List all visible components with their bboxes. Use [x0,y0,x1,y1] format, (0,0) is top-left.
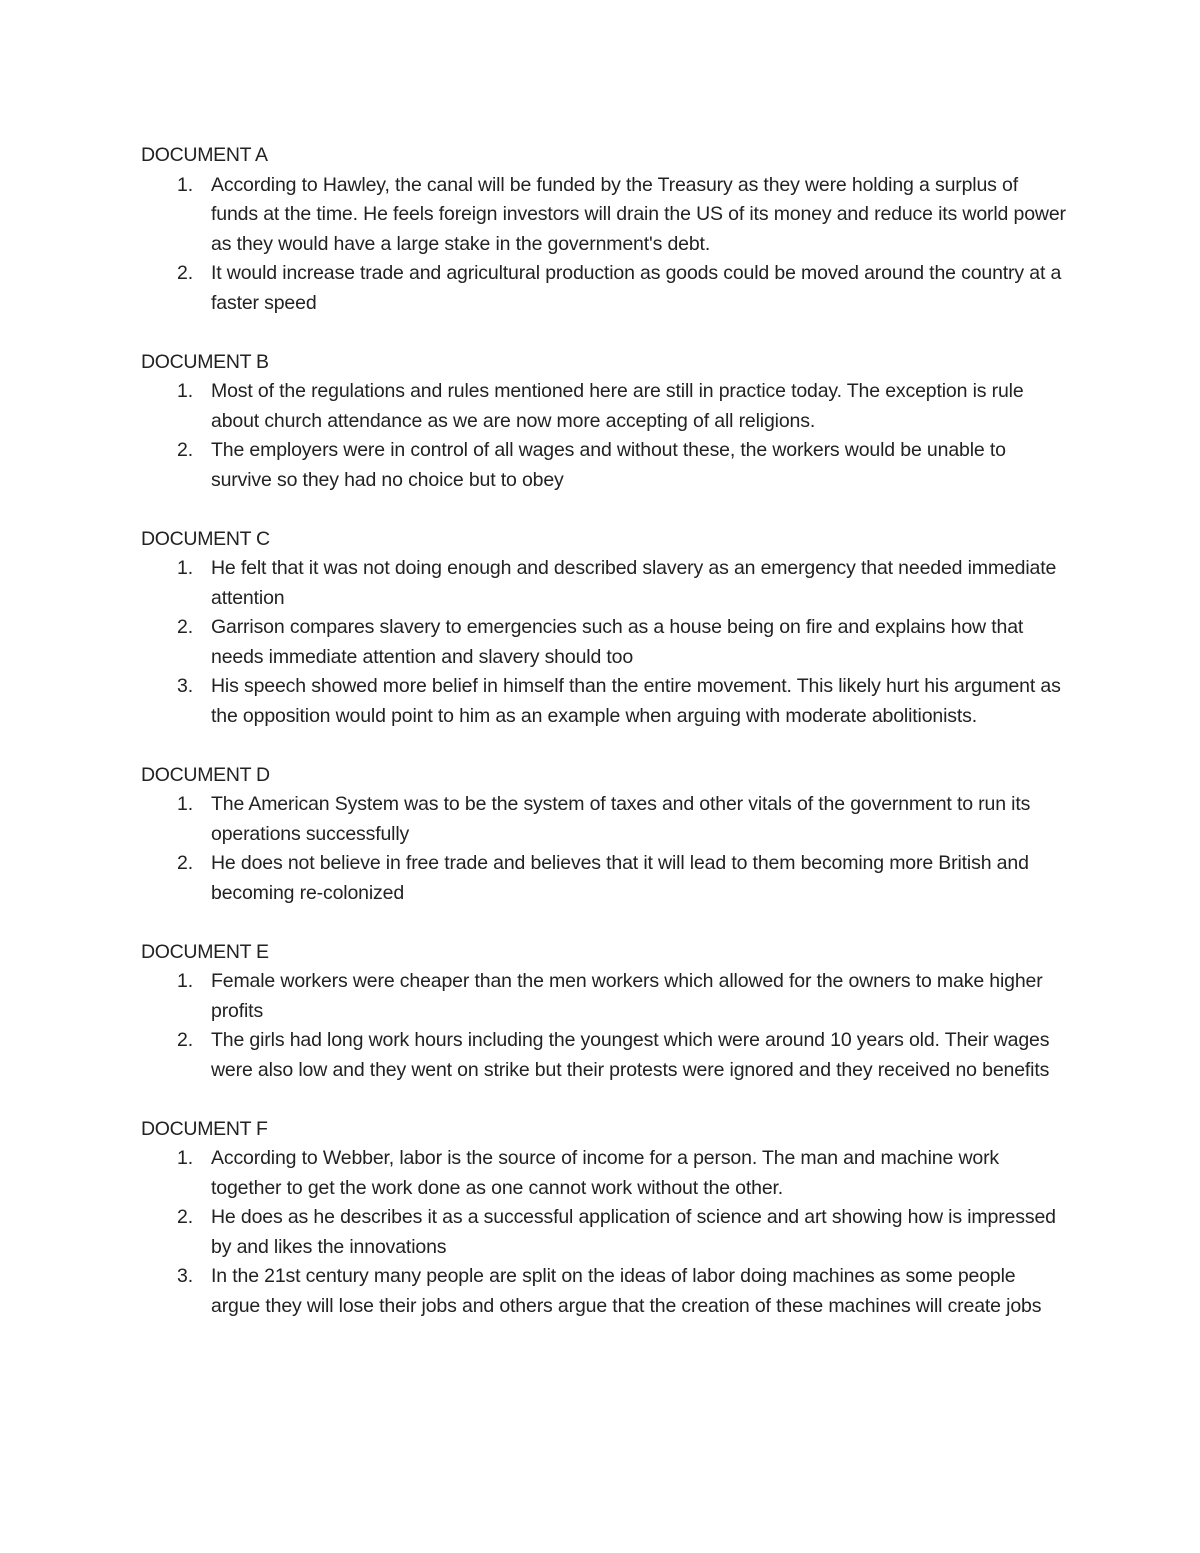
item-number: 1. [177,970,193,992]
answer-list [141,1144,1066,1321]
list-item [141,259,1066,318]
section-heading: DOCUMENT F [141,1117,268,1140]
answer-list [141,171,1066,319]
answer-list [141,377,1066,495]
list-item [141,672,1066,731]
section-heading: DOCUMENT C [141,527,270,550]
item-text: He does as he describes it as a successful application of science and art showing how is impressed by and likes the innovations [211,1206,1056,1258]
item-text: Most of the regulations and rules mentioned here are still in practice today. The exception is rule about church attendance as we are now more accepting of all religions. [211,380,1024,432]
item-number: 1. [177,380,193,402]
list-item [141,790,1066,849]
section-document-b [141,348,1066,496]
answer-list [141,967,1066,1085]
list-item [141,1026,1066,1085]
list-item [141,849,1066,908]
item-number: 2. [177,1206,193,1228]
item-text: He does not believe in free trade and believes that it will lead to them becoming more British and becoming re-colonized [211,852,1029,904]
list-item [141,377,1066,436]
section-heading: DOCUMENT B [141,350,269,373]
item-text: The employers were in control of all wages and without these, the workers would be unable to survive so they had no choice but to obey [211,439,1006,491]
item-number: 1. [177,173,193,196]
section-heading: DOCUMENT D [141,763,270,786]
section-document-f [141,1115,1066,1322]
list-item [141,613,1066,672]
item-number: 1. [177,793,193,815]
item-number: 3. [177,1265,193,1287]
list-item [141,436,1066,495]
item-text: The girls had long work hours including the youngest which were around 10 years old. Their wages were also low and they went on strike but their protests were ignored and they received no benefits [211,1029,1050,1081]
section-heading: DOCUMENT A [141,144,268,166]
item-number: 3. [177,675,193,697]
item-number: 2. [177,1029,193,1051]
list-item [141,1144,1066,1203]
item-text: Female workers were cheaper than the men workers which allowed for the owners to make higher profits [211,970,1043,1022]
item-number: 2. [177,439,193,461]
section-document-a [141,141,1066,318]
item-text: He felt that it was not doing enough and described slavery as an emergency that needed immediate attention [211,557,1057,609]
section-document-e [141,938,1066,1086]
list-item [141,554,1066,613]
answer-list [141,554,1066,731]
item-text: According to Webber, labor is the source of income for a person. The man and machine work together to get the work done as one cannot work without the other. [211,1147,1000,1199]
list-item [141,1203,1066,1262]
item-number: 1. [177,557,193,579]
list-item [141,171,1066,260]
item-number: 2. [177,616,193,638]
list-item [141,1262,1066,1321]
item-text: It would increase trade and agricultural production as goods could be moved around the country at a faster speed [211,262,1062,314]
item-text: His speech showed more belief in himself than the entire movement. This likely hurt his argument as the opposition would point to him as an example when arguing with moderate abolitionists. [211,675,1061,727]
list-item [141,967,1066,1026]
section-heading: DOCUMENT E [141,940,269,963]
item-number: 2. [177,262,193,284]
item-number: 1. [177,1147,193,1169]
item-text: In the 21st century many people are split on the ideas of labor doing machines as some people argue they will lose their jobs and others argue that the creation of these machines will create jobs [211,1265,1042,1317]
item-text: According to Hawley, the canal will be funded by the Treasury as they were holding a surplus of funds at the time. He feels foreign investors will drain the US of its money and reduce its world power as they would have a large stake in the government's debt. [211,173,1066,255]
document-page [141,141,1066,1351]
section-document-c [141,525,1066,732]
item-number: 2. [177,852,193,874]
item-text: The American System was to be the system of taxes and other vitals of the government to run its operations successfully [211,793,1031,845]
answer-list [141,790,1066,908]
section-document-d [141,761,1066,909]
item-text: Garrison compares slavery to emergencies such as a house being on fire and explains how that needs immediate attention and slavery should too [211,616,1024,668]
